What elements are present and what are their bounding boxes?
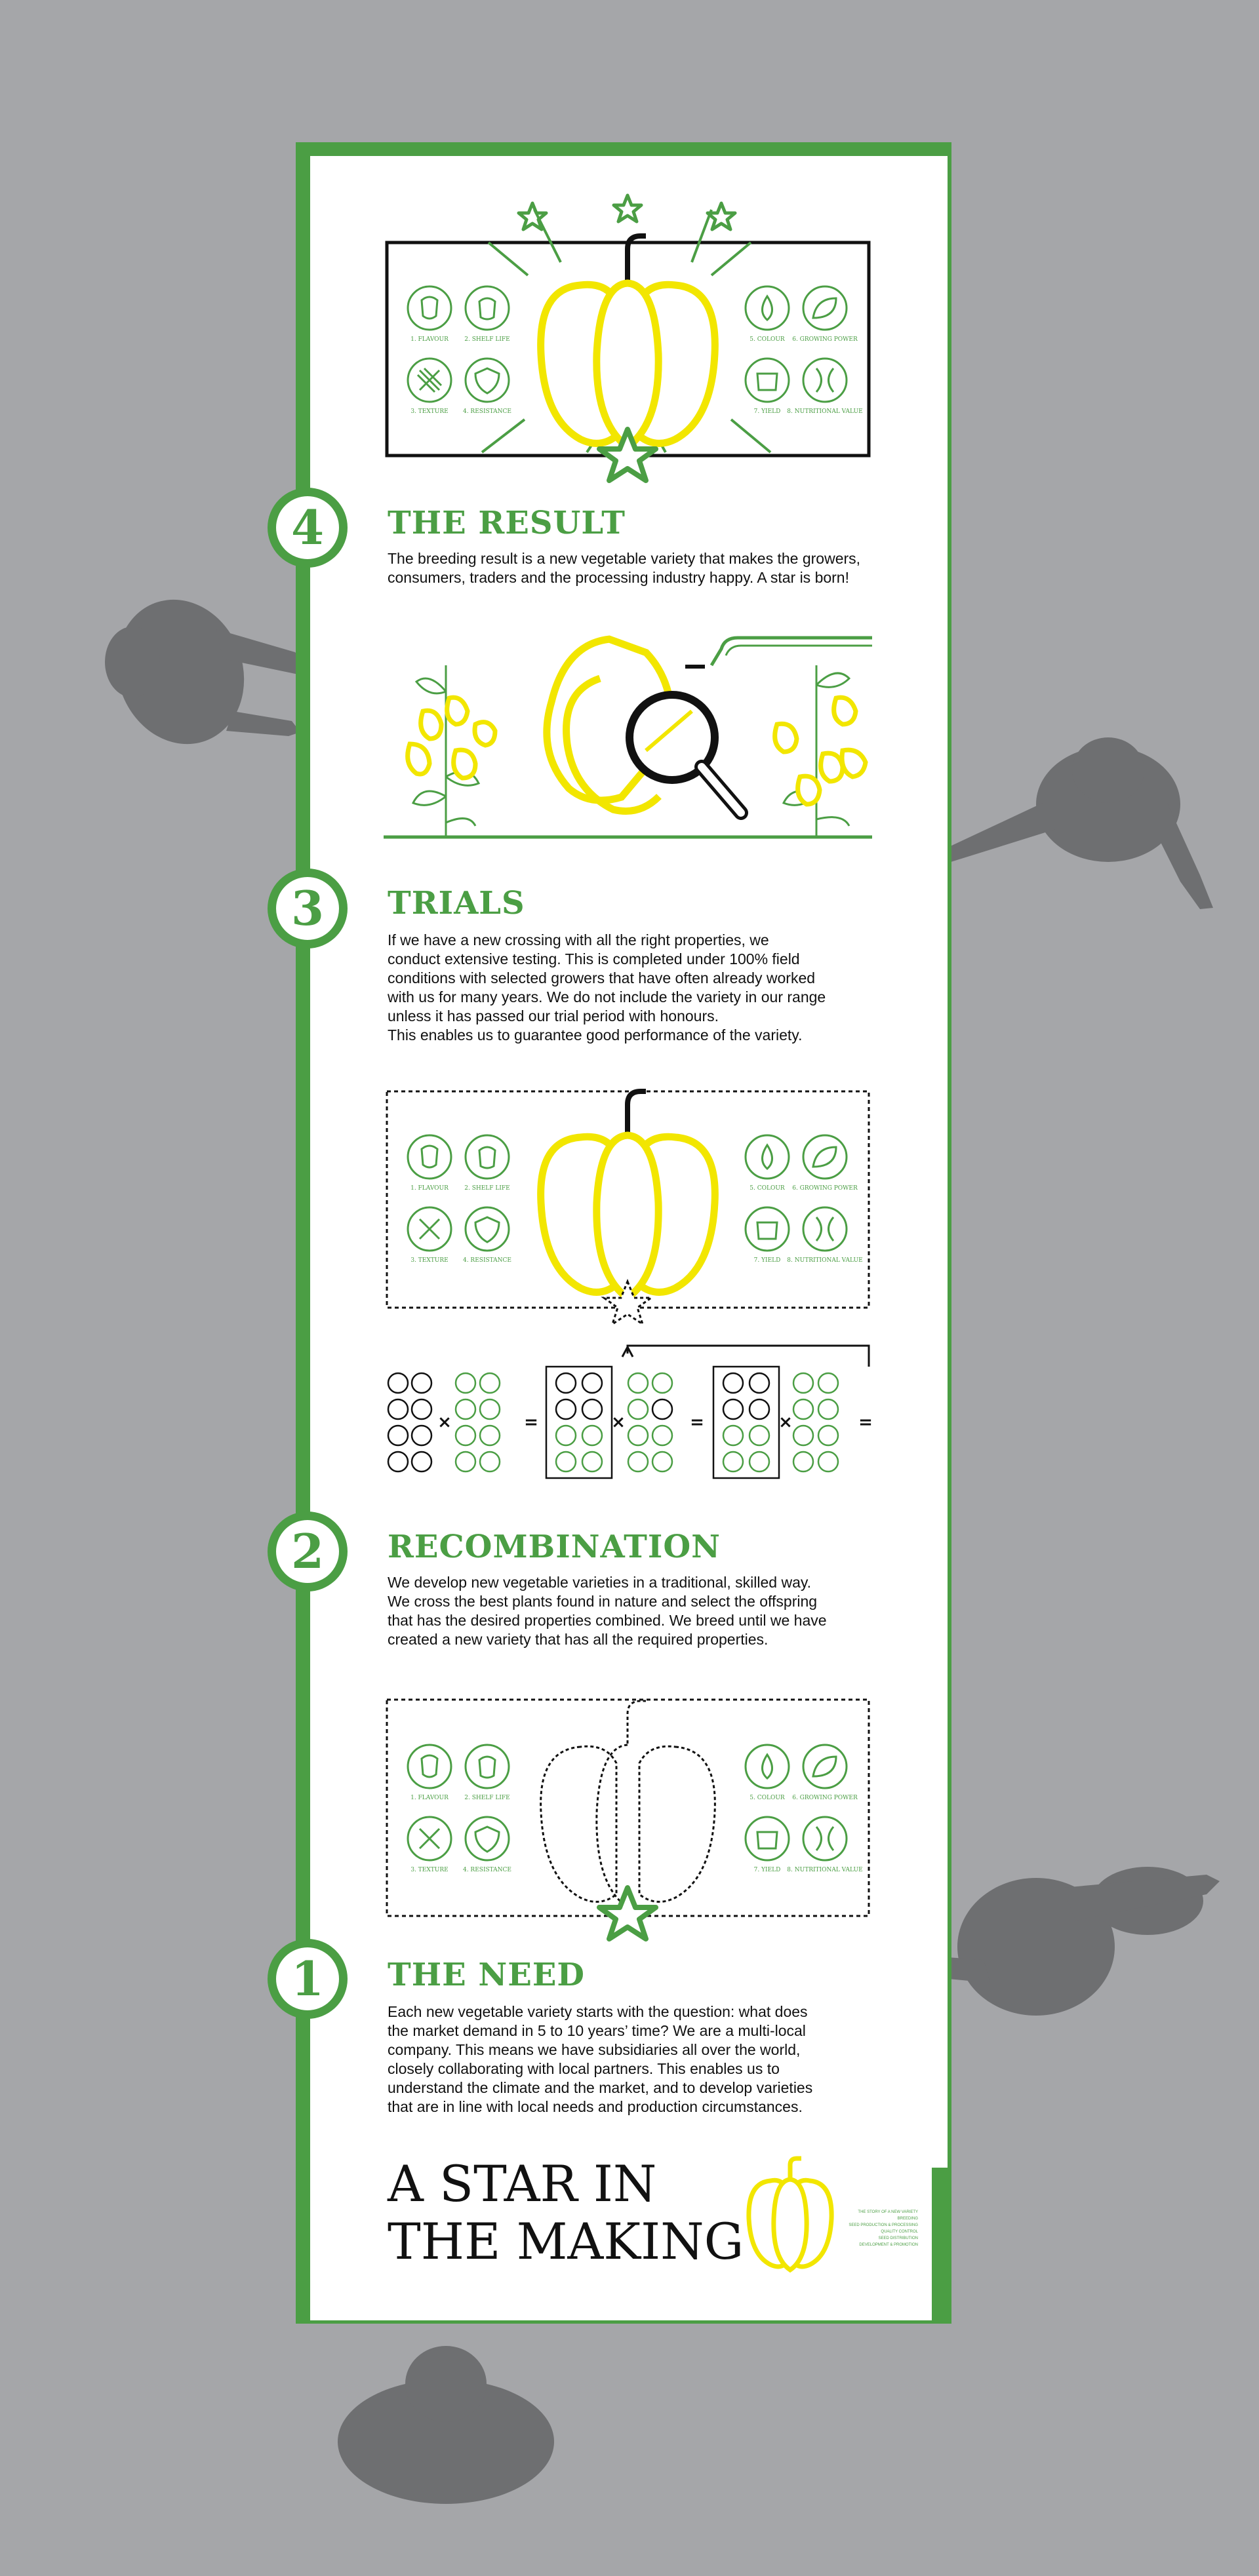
- property-label: 3. TEXTURE: [410, 1257, 449, 1264]
- property-label: 4. RESISTANCE: [462, 1867, 512, 1873]
- property-label: 2. SHELF LIFE: [464, 1795, 510, 1801]
- property-label: 3. TEXTURE: [410, 408, 449, 415]
- property-label: 1. FLAVOUR: [410, 1795, 449, 1801]
- property-label: 4. RESISTANCE: [462, 408, 512, 415]
- property-label: 8. NUTRITIONAL VALUE: [787, 1257, 863, 1264]
- step-title: THE RESULT: [388, 505, 626, 541]
- corner-accent-bar: [932, 2168, 948, 2320]
- main-title: A STAR IN THE MAKING: [388, 2155, 744, 2271]
- property-label: 4. RESISTANCE: [462, 1257, 512, 1264]
- property-label: 8. NUTRITIONAL VALUE: [787, 408, 863, 415]
- property-label: 7. YIELD: [753, 1257, 781, 1264]
- step-description: We develop new vegetable varieties in a traditional, skilled way. We cross the best plants found in nature and select the offspring that has the desired properties combined. We breed until we have created a new variety that has all the required properties.: [388, 1574, 827, 1648]
- property-label: 7. YIELD: [753, 408, 781, 415]
- property-label: 5. COLOUR: [749, 1795, 785, 1801]
- property-label: 6. GROWING POWER: [792, 336, 858, 343]
- step-number-circle: 2: [268, 1512, 348, 1591]
- property-label: 8. NUTRITIONAL VALUE: [787, 1867, 863, 1873]
- property-label: 6. GROWING POWER: [792, 1795, 858, 1801]
- step-description: The breeding result is a new vegetable variety that makes the growers, consumers, traders and the processing industry happy. A star is born!: [388, 550, 861, 586]
- step-description: If we have a new crossing with all the right properties, we conduct extensive testing. This is completed under 100% field conditions with selected growers that have often already worked with us for many years. We do not include the variety in our range unless it has passed our trial period with honours. This enables us to guarantee good performance of the variety.: [388, 931, 826, 1044]
- equals-symbol: =: [858, 1413, 873, 1432]
- need-illustration: [384, 1688, 875, 1950]
- property-label: 5. COLOUR: [749, 336, 785, 343]
- trials-illustration: [384, 626, 872, 846]
- property-label: 2. SHELF LIFE: [464, 1185, 510, 1192]
- property-label: 3. TEXTURE: [410, 1867, 449, 1873]
- property-label: 7. YIELD: [753, 1867, 781, 1873]
- property-label: 1. FLAVOUR: [410, 1185, 449, 1192]
- step-title: RECOMBINATION: [388, 1529, 721, 1565]
- step-title: THE NEED: [388, 1957, 586, 1993]
- step-title: TRIALS: [388, 885, 525, 922]
- property-label: 6. GROWING POWER: [792, 1185, 858, 1192]
- visitor-silhouette: [328, 2343, 564, 2507]
- cross-symbol: ×: [437, 1413, 452, 1432]
- equals-symbol: =: [524, 1413, 538, 1432]
- step-number-circle: 3: [268, 868, 348, 948]
- visitor-silhouette: [911, 731, 1220, 921]
- property-label: 2. SHELF LIFE: [464, 336, 510, 343]
- step-number-circle: 1: [268, 1939, 348, 2019]
- property-label: 1. FLAVOUR: [410, 336, 449, 343]
- equals-symbol: =: [690, 1413, 704, 1432]
- cross-symbol: ×: [611, 1413, 626, 1432]
- cross-symbol: ×: [778, 1413, 793, 1432]
- step-number-circle: 4: [268, 488, 348, 568]
- pepper-icon: [741, 2153, 839, 2274]
- property-label: 5. COLOUR: [749, 1185, 785, 1192]
- recombination-illustration: [384, 1078, 875, 1498]
- step-description: Each new vegetable variety starts with the question: what does the market demand in 5 to 10 years’ time? We are a multi-local company. This means we have subsidiaries all over the world, closely collaborating with local partners. This enables us to understand the climate and the market, and to develop varieties that are in line with local needs and production circumstances.: [388, 2003, 813, 2115]
- result-illustration: [384, 190, 872, 492]
- story-legend: THE STORY OF A NEW VARIETY BREEDING SEED PRODUCTION & PROCESSING QUALITY CONTROL SEED DISTRIBUTION DEVELOPMENT & PROMOTION: [849, 2210, 918, 2247]
